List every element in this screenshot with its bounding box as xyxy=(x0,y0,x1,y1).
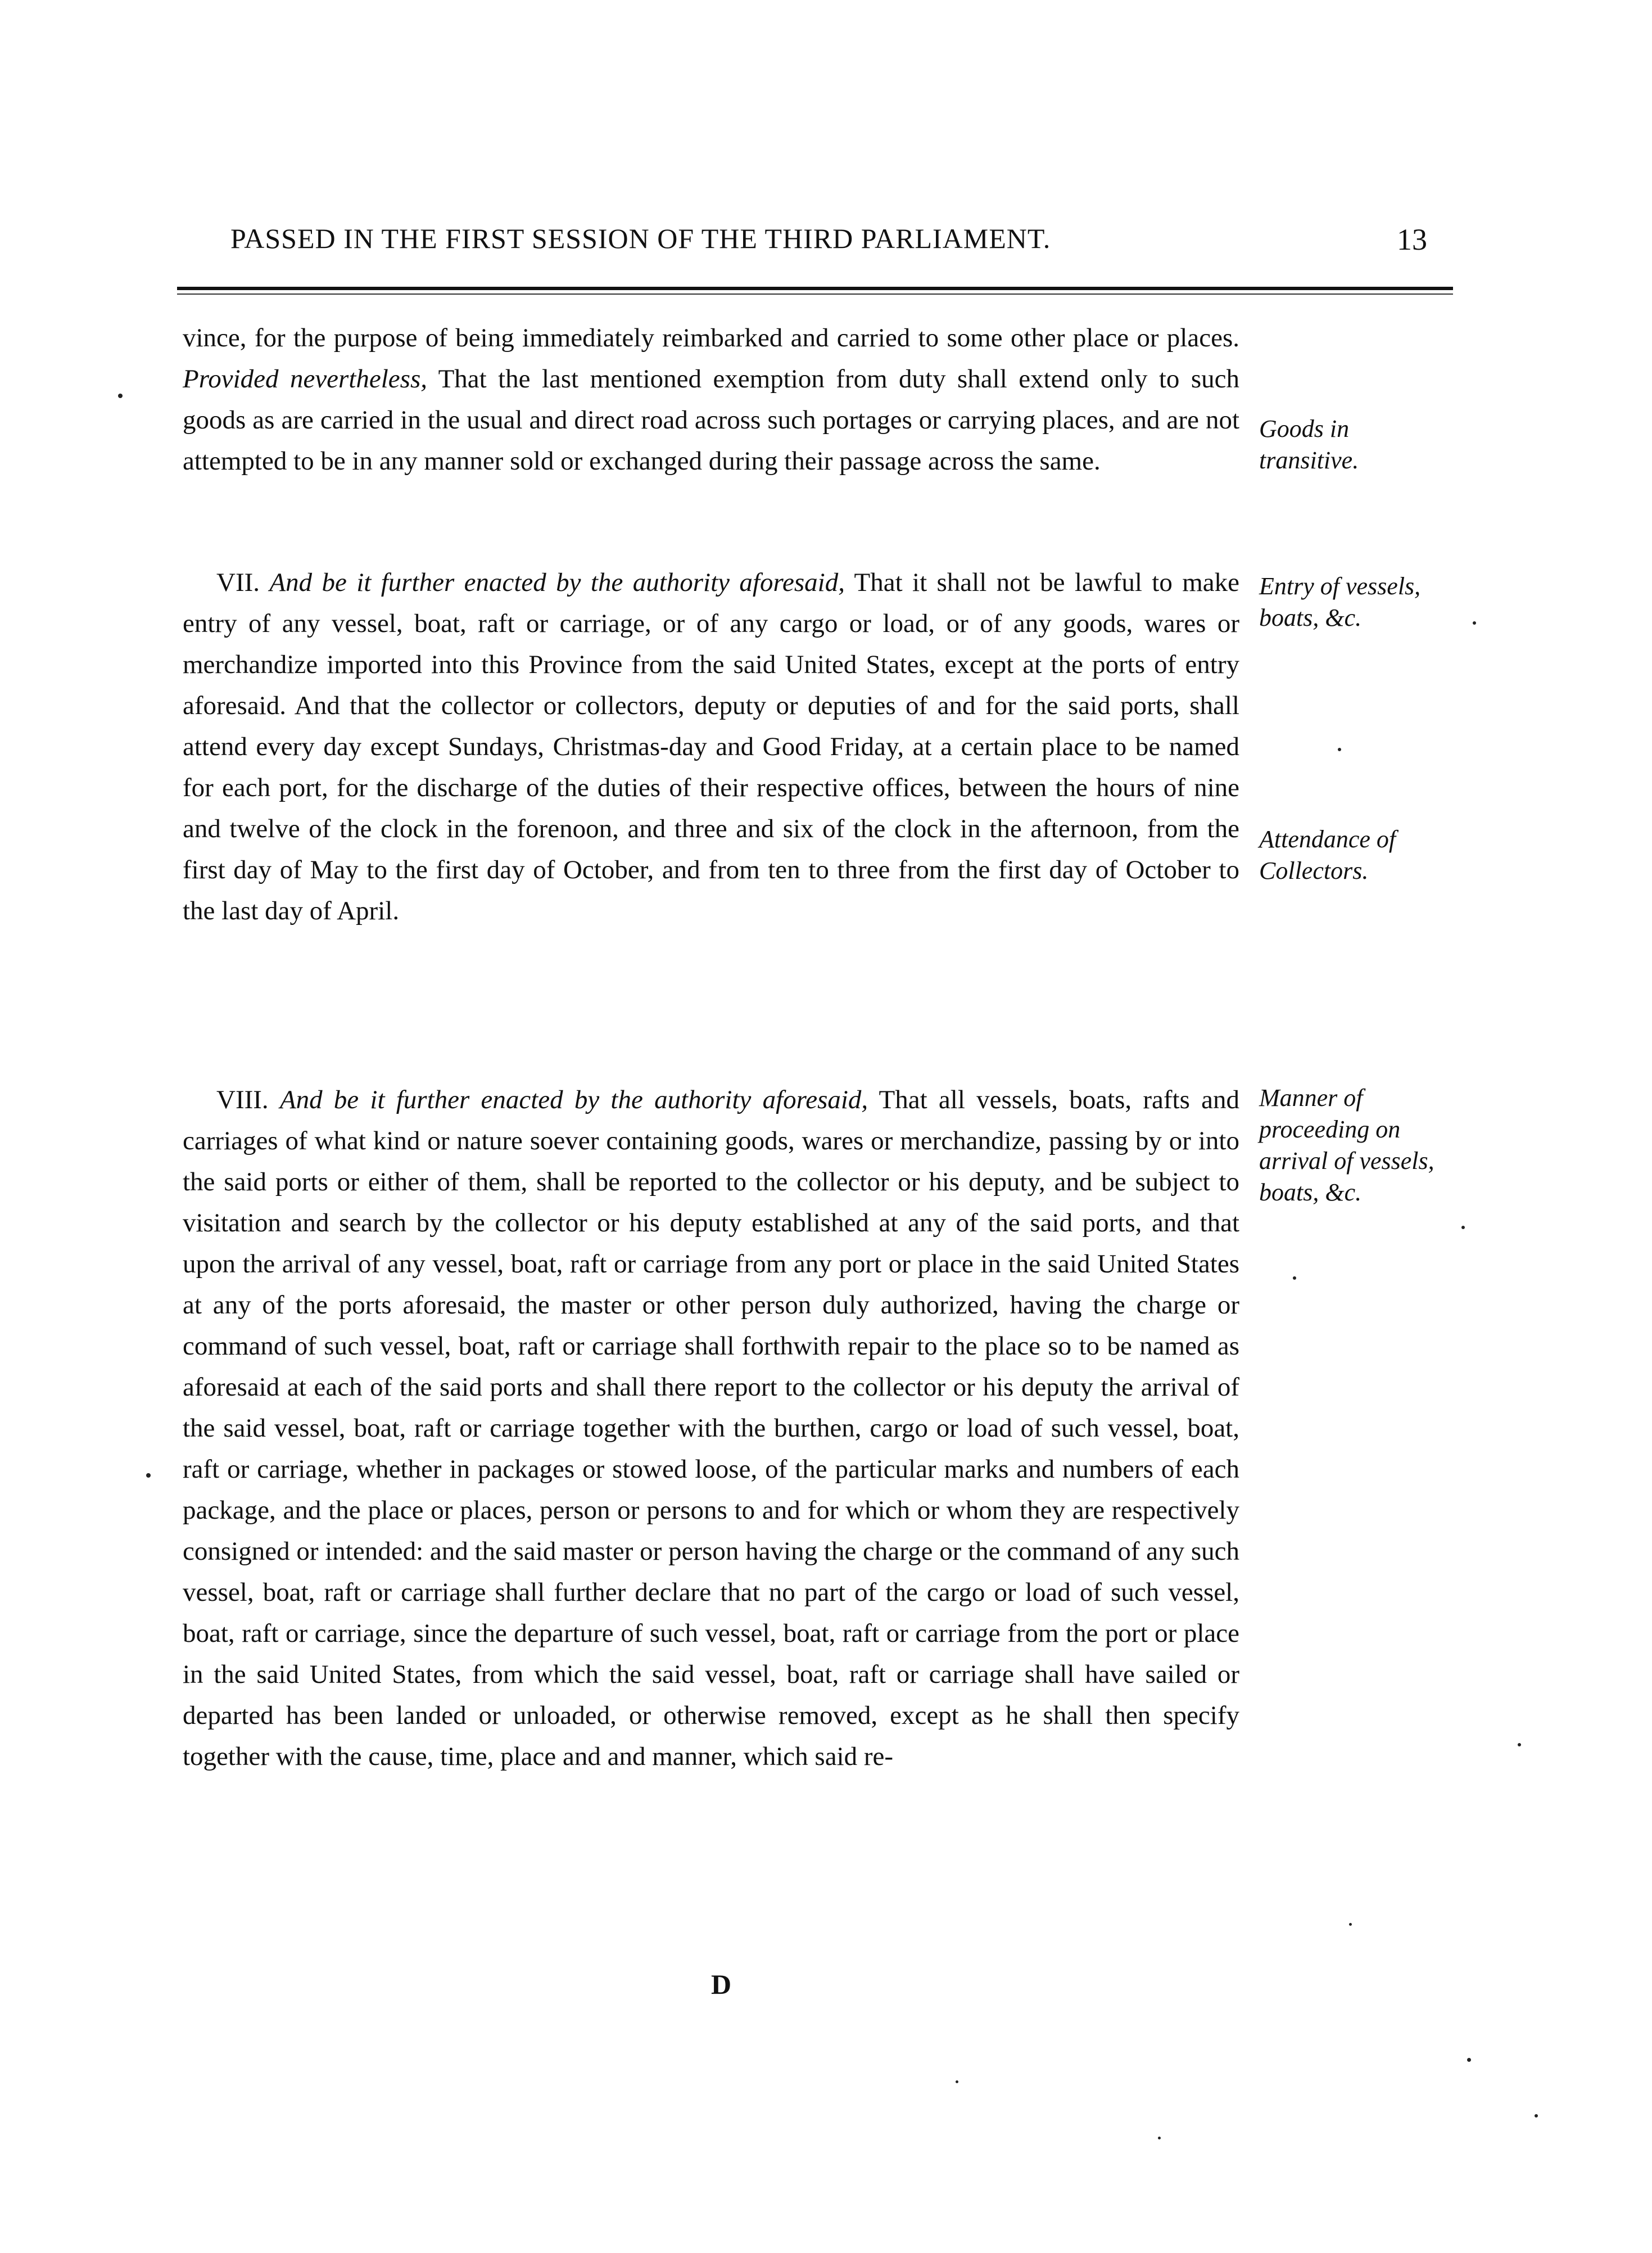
section-viii-enacting-clause: And be it further enacted by the authority aforesaid, xyxy=(279,1085,868,1114)
paragraph-text xyxy=(183,318,1239,482)
section-viii-number: VIII. xyxy=(216,1085,280,1114)
paragraph-text-a: vince, for the purpose of being immediately reimbarked and carried to some other place or places. xyxy=(183,323,1239,353)
scan-speck xyxy=(956,2080,958,2083)
header-rule-thin xyxy=(177,294,1453,295)
margin-note-attendance-of-collectors: Attendance of Collectors. xyxy=(1259,825,1396,884)
scan-speck xyxy=(1293,1276,1296,1280)
scan-speck xyxy=(1535,2114,1538,2117)
signature-mark: D xyxy=(711,1968,732,2000)
scan-speck xyxy=(1467,2058,1471,2062)
scan-speck xyxy=(146,1473,151,1478)
scan-speck xyxy=(1158,2137,1161,2139)
section-viii-paragraph xyxy=(183,1080,1239,1777)
scan-speck xyxy=(1338,748,1341,751)
section-viii xyxy=(183,1080,1239,1777)
section-vii-text: That it shall not be lawful to make entry of any vessel, boat, raft or carriage, or of any cargo or load, or of any goods, wares or merchandize imported into this Province from the said United States, except at the ports of entry aforesaid. And that the collector or collectors, deputy or deputies of and for the said ports, shall attend every day except Sundays, Christmas-day and Good Friday, at a certain place to be named for each port, for the discharge of the duties of their respective offices, between the hours of nine and twelve of the clock in the forenoon, and three and six of the clock in the afternoon, from the first day of May to the first day of October, and from ten to three from the first day of October to the last day of April. xyxy=(183,568,1239,925)
running-title: PASSED IN THE FIRST SESSION OF THE THIRD PARLIAMENT. xyxy=(230,223,1051,254)
section-vii xyxy=(183,562,1239,932)
scan-speck xyxy=(1349,1923,1352,1926)
scan-speck xyxy=(1518,1743,1521,1746)
header-rule xyxy=(177,287,1453,290)
scan-speck xyxy=(118,394,123,398)
section-viii-text: That all vessels, boats, rafts and carriages of what kind or nature soever containing goods, wares or merchandize, passing by or into the said ports or either of them, shall be reported to the collector or his deputy, and be subject to visitation and search by the collector or his deputy established at any of the said ports, and that upon the arrival of any vessel, boat, raft or carriage from any port or place in the said United States at any of the ports aforesaid, the master or other person duly authorized, having the charge or command of such vessel, boat, raft or carriage shall forthwith repair to the place so to be named as aforesaid at each of the said ports and shall there report to the collector or his deputy the arrival of the said vessel, boat, raft or carriage together with the burthen, cargo or load of such vessel, boat, raft or carriage, whether in packages or stowed loose, of the particular marks and numbers of each package, and the place or places, person or persons to and for which or whom they are respectively consigned or intended: and the said master or person having the charge or the command of any such vessel, boat, raft or carriage shall further declare that no part of the cargo or load of such vessel, boat, raft or carriage, since the departure of such vessel, boat, raft or carriage from the port or place in the said United States, from which the said vessel, boat, raft or carriage shall have sailed or departed has been landed or unloaded, or otherwise removed, except as he shall then specify together with the cause, time, place and and manner, which said re- xyxy=(183,1085,1239,1771)
margin-note-entry-of-vessels: Entry of vessels, boats, &c. xyxy=(1259,572,1421,631)
section-vii-number: VII. xyxy=(216,568,270,597)
continuation-paragraph xyxy=(183,318,1239,482)
scan-speck xyxy=(1473,621,1476,625)
scan-speck xyxy=(1461,1226,1465,1229)
section-vii-enacting-clause: And be it further enacted by the authority aforesaid, xyxy=(269,568,845,597)
proviso-phrase: Provided nevertheless, xyxy=(183,364,427,394)
margin-note-manner-of-proceeding: Manner of proceeding on arrival of vessels, boats, &c. xyxy=(1259,1084,1434,1206)
paragraph-text-b: That the last mentioned exemption from duty shall extend only to such goods as are carried in the usual and direct road across such portages or carrying places, and are not attempted to be in any manner sold or exchanged during their passage across the same. xyxy=(183,364,1239,476)
margin-note-goods-in-transitive: Goods in transitive. xyxy=(1259,415,1359,474)
section-vii-paragraph xyxy=(183,562,1239,932)
page-number: 13 xyxy=(1397,223,1427,256)
